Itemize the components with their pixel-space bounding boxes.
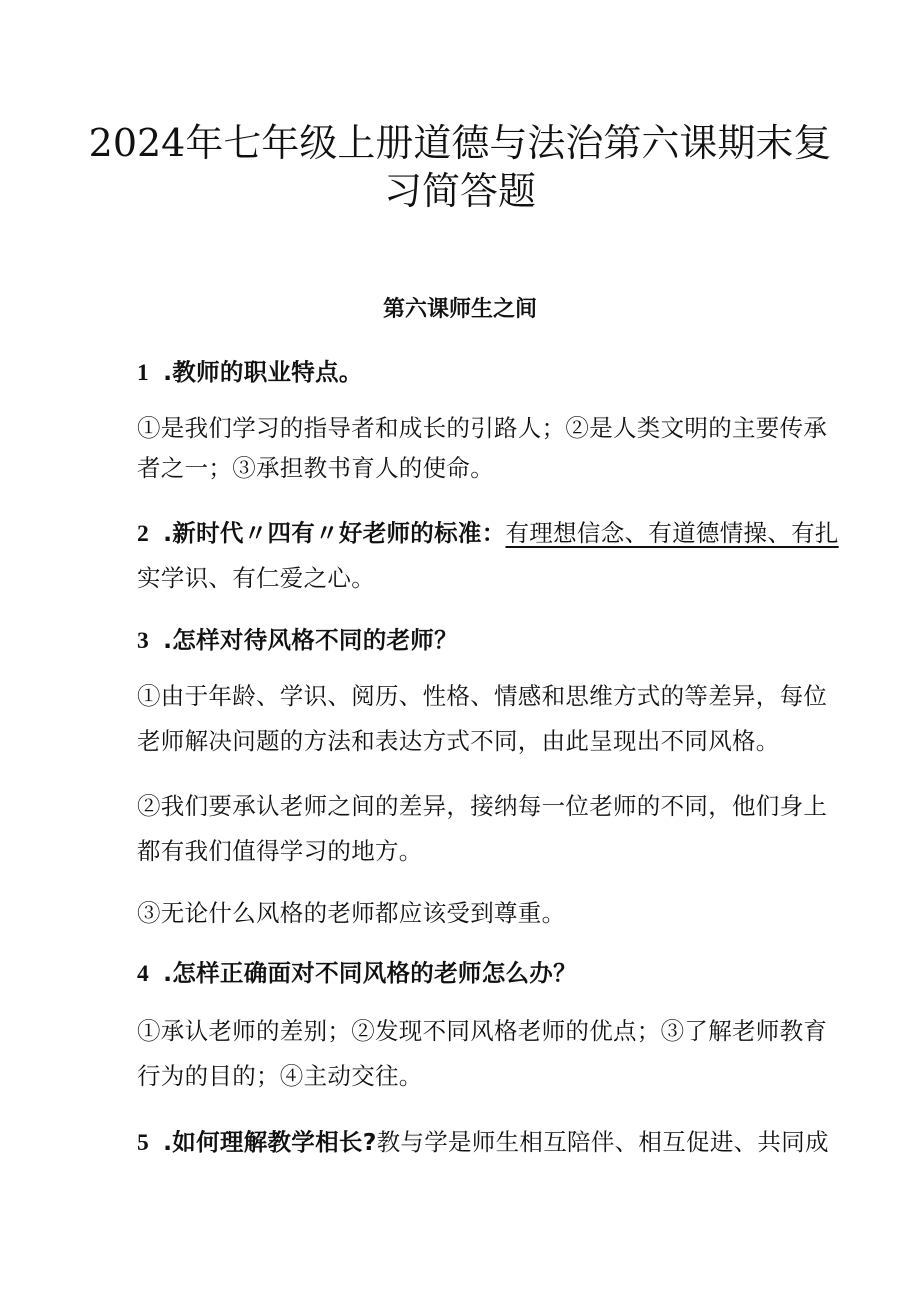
section-heading: 第六课师生之间 xyxy=(382,297,537,322)
answer-2-line: 实学识、有仁爱之心。 xyxy=(137,564,375,592)
answer-3-line: ②我们要承认老师之间的差异，接纳每一位老师的不同，他们身上 xyxy=(137,792,828,820)
question-1: 1 .教师的职业特点。 xyxy=(137,358,363,386)
question-5: 5 .如何理解教学相长?教与学是师生相互陪伴、相互促进、共同成 xyxy=(137,1128,829,1156)
question-2: 2 .新时代〃四有〃好老师的标准：有理想信念、有道德情操、有扎 xyxy=(137,519,839,547)
answer-4-line: ①承认老师的差别；②发现不同风格老师的优点；③了解老师教育 xyxy=(137,1017,828,1045)
answer-3-line: ①由于年龄、学识、阅历、性格、情感和思维方式的等差异，每位 xyxy=(137,682,828,710)
answer-4-line: 行为的目的；④主动交往。 xyxy=(137,1062,423,1090)
document-title-line-1: 2024年七年级上册道德与法治第六课期末复 xyxy=(88,121,832,165)
answer-1-line: 者之一；③承担教书育人的使命。 xyxy=(137,454,494,482)
answer-5-text: 教与学是师生相互陪伴、相互促进、共同成 xyxy=(376,1128,829,1156)
question-3: 3 .怎样对待风格不同的老师？ xyxy=(137,626,458,654)
answer-2-underlined: 有理想信念、有道德情操、有扎 xyxy=(505,519,839,547)
document-title-line-2: 习简答题 xyxy=(383,169,536,213)
question-4: 4 .怎样正确面对不同风格的老师怎么办？ xyxy=(137,959,577,987)
answer-3-line: 老师解决问题的方法和表达方式不同，由此呈现出不同风格。 xyxy=(137,727,780,755)
answer-3-line: ③无论什么风格的老师都应该受到尊重。 xyxy=(137,899,566,927)
answer-1-line: ①是我们学习的指导者和成长的引路人；②是人类文明的主要传承 xyxy=(137,414,828,442)
answer-3-line: 都有我们值得学习的地方。 xyxy=(137,837,423,865)
